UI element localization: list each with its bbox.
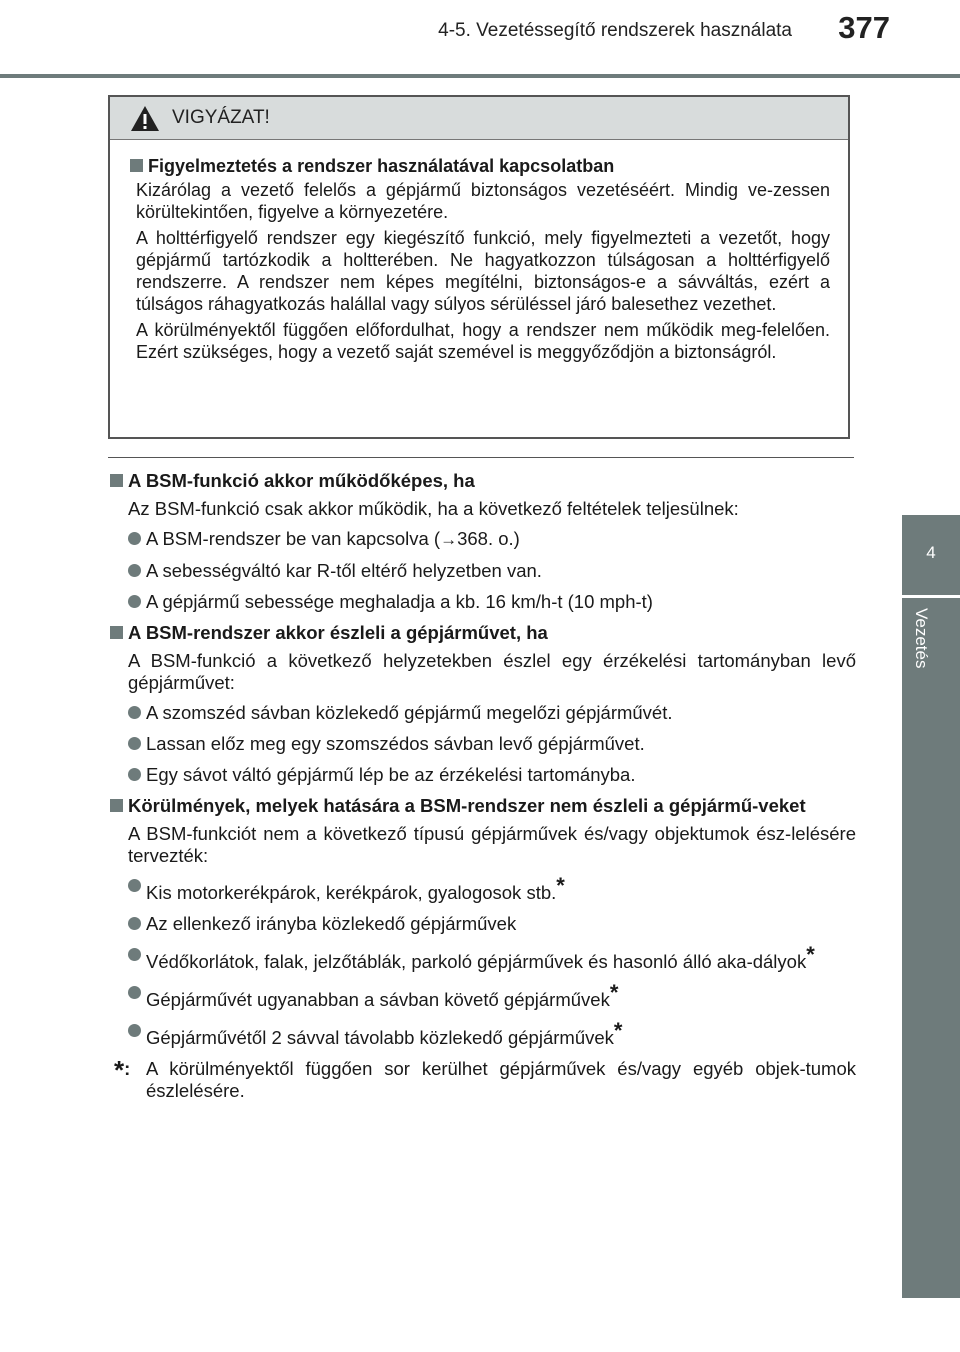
section-heading-text: A BSM-rendszer akkor észleli a gépjárművet, ha xyxy=(128,622,548,643)
list-item-text: Gépjárművét ugyanabban a sávban követő gépjárművek xyxy=(146,989,610,1010)
round-bullet-icon xyxy=(128,986,141,999)
list-item xyxy=(128,982,856,1011)
round-bullet-icon xyxy=(128,768,141,781)
list-item xyxy=(128,591,856,613)
list-item-text: A BSM-rendszer be van kapcsolva ( xyxy=(146,528,441,549)
warning-paragraph: Kizárólag a vezető felelős a gépjármű biztonságos vezetéséért. Mindig ve-zessen körültekintően, figyelve a környezetére. xyxy=(136,180,830,222)
list-item xyxy=(128,560,856,582)
page-number: 377 xyxy=(838,10,890,45)
footnote-text: A körülményektől függően sor kerülhet gépjárművek és/vagy egyéb objek-tumok észlelésére. xyxy=(146,1058,856,1101)
chapter-tab xyxy=(902,515,960,595)
footnote-marker: * xyxy=(609,980,619,1005)
list-item xyxy=(128,913,856,935)
list-item xyxy=(128,1020,856,1049)
round-bullet-icon xyxy=(128,532,141,545)
round-bullet-icon xyxy=(128,917,141,930)
list-item xyxy=(128,764,856,786)
main-content xyxy=(110,470,856,1102)
section-heading xyxy=(110,470,856,492)
section-heading xyxy=(110,622,856,644)
warning-paragraph: A holttérfigyelő rendszer egy kiegészítő funkció, mely figyelmezteti a vezetőt, hogy gépjármű tartózkodik a holtterében. Ne hagyatkozzon túlságosan a holttérfigyelő rendszerre. A rendszer nem képes megítélni, biztonságos-e a sávváltás, ezért a túlságos ráhagyatkozás halállal vagy súlyos sérüléssel járó balesethez vezethet. xyxy=(136,228,830,314)
round-bullet-icon xyxy=(128,595,141,608)
round-bullet-icon xyxy=(128,879,141,892)
square-bullet-icon xyxy=(110,626,123,639)
warning-box xyxy=(108,95,850,439)
list-item-text: Lassan előz meg egy szomszédos sávban levő gépjárművet. xyxy=(146,733,645,754)
warning-heading xyxy=(130,155,830,177)
footnote-star: * xyxy=(114,1055,125,1085)
section-intro: Az BSM-funkció csak akkor működik, ha a következő feltételek teljesülnek: xyxy=(128,498,739,519)
arrow-icon: → xyxy=(440,530,458,549)
list-item-text: Az ellenkező irányba közlekedő gépjárművek xyxy=(146,913,517,934)
list-item-text: Kis motorkerékpárok, kerékpárok, gyalogosok stb. xyxy=(146,882,557,903)
section-divider xyxy=(108,457,854,458)
footnote-marker: * xyxy=(806,942,815,967)
section-intro: A BSM-funkciót nem a következő típusú gépjárművek és/vagy objektumok ész-lelésére tervezték: xyxy=(128,823,856,866)
square-bullet-icon xyxy=(110,474,123,487)
square-bullet-icon xyxy=(130,159,143,172)
list-item-text: Gépjárművétől 2 sávval távolabb közlekedő gépjárművek xyxy=(146,1027,614,1048)
section-heading xyxy=(110,795,856,817)
warning-heading-text: Figyelmeztetés a rendszer használatával kapcsolatban xyxy=(148,156,615,176)
header-rule xyxy=(0,74,960,78)
section-intro: A BSM-funkció a következő helyzetekben észlel egy érzékelési tartományban levő gépjárművet: xyxy=(128,650,856,693)
list-item-text: A gépjármű sebessége meghaladja a kb. 16 km/h-t (10 mph-t) xyxy=(146,591,653,612)
round-bullet-icon xyxy=(128,948,141,961)
footnote-marker: * xyxy=(613,1018,623,1043)
warning-body xyxy=(130,155,830,367)
chapter-tab-label-band xyxy=(902,598,960,1298)
warning-triangle-icon xyxy=(130,105,160,132)
list-item-text: A sebességváltó kar R-től eltérő helyzetben van. xyxy=(146,560,542,581)
list-item xyxy=(128,733,856,755)
warning-paragraph: A körülményektől függően előfordulhat, hogy a rendszer nem működik meg-felelően. Ezért szükséges, hogy a vezető saját szemével is meggyőződjön a biztonságról. xyxy=(136,320,830,362)
chapter-number: 4 xyxy=(926,543,936,562)
list-item-text: Védőkorlátok, falak, jelzőtáblák, parkoló gépjárművek és hasonló álló aka-dályok xyxy=(146,951,807,972)
section-title: 4-5. Vezetéssegítő rendszerek használata xyxy=(438,20,792,41)
list-item xyxy=(128,702,856,724)
list-item-text: Egy sávot váltó gépjármű lép be az érzékelési tartományba. xyxy=(146,764,636,785)
list-item xyxy=(128,944,856,973)
square-bullet-icon xyxy=(110,799,123,812)
warning-title: VIGYÁZAT! xyxy=(172,107,270,128)
list-item-text: A szomszéd sávban közlekedő gépjármű megelőzi gépjárművét. xyxy=(146,702,673,723)
footnote-mark xyxy=(114,1055,131,1085)
footnote-colon: : xyxy=(124,1058,131,1079)
footnote-marker: * xyxy=(556,873,565,898)
list-item xyxy=(128,875,856,904)
round-bullet-icon xyxy=(128,1024,141,1037)
footnote xyxy=(114,1055,856,1102)
round-bullet-icon xyxy=(128,564,141,577)
warning-header xyxy=(110,97,848,140)
section-heading-text: Körülmények, melyek hatására a BSM-rendszer nem észleli a gépjármű-veket xyxy=(128,795,806,816)
chapter-label: Vezetés xyxy=(912,608,931,669)
round-bullet-icon xyxy=(128,737,141,750)
section-heading-text: A BSM-funkció akkor működőképes, ha xyxy=(128,470,475,491)
round-bullet-icon xyxy=(128,706,141,719)
list-item xyxy=(128,528,856,551)
page-reference: 368. o.) xyxy=(457,528,520,549)
